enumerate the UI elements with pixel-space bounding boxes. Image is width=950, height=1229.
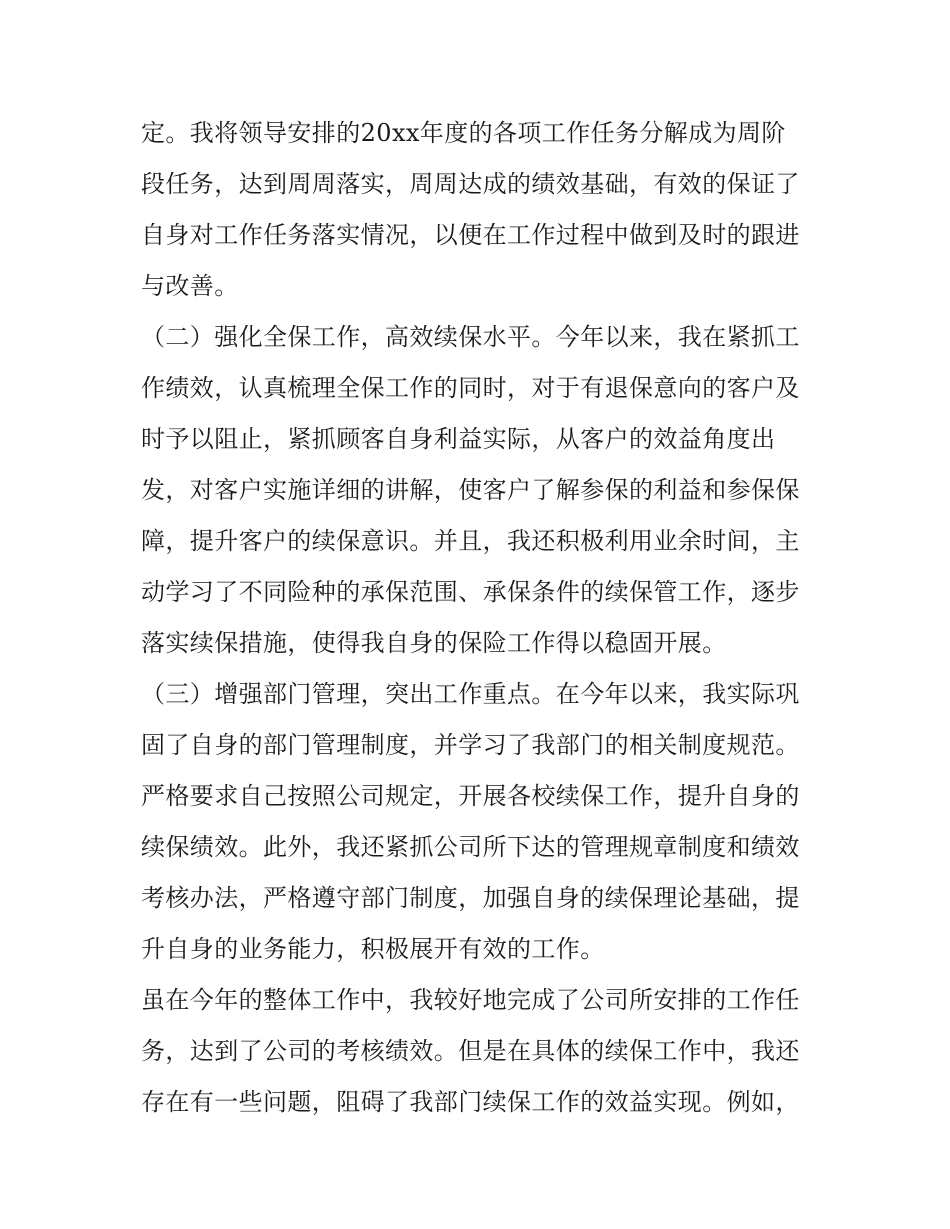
text-line: 考核办法，严格遵守部门制度，加强自身的续保理论基础，提 [141,884,800,912]
text-line: 严格要求自己按照公司规定，开展各校续保工作，提升自身的 [141,782,800,810]
text-line: 障，提升客户的续保意识。并且，我还积极利用业余时间，主 [141,527,800,555]
text-line: 续保绩效。此外，我还紧抓公司所下达的管理规章制度和绩效 [141,833,800,861]
text-line: 作绩效，认真梳理全保工作的同时，对于有退保意向的客户及 [141,374,800,402]
text-line: （二）强化全保工作，高效续保水平。今年以来，我在紧抓工 [141,323,800,351]
text-line: 务，达到了公司的考核绩效。但是在具体的续保工作中，我还 [141,1037,800,1065]
text-line: 升自身的业务能力，积极展开有效的工作。 [141,935,605,963]
body-text [141,108,821,1128]
text-line: 自身对工作任务落实情况，以便在工作过程中做到及时的跟进 [141,221,800,249]
text-line: 落实续保措施，使得我自身的保险工作得以稳固开展。 [141,629,727,657]
text-line: 与改善。 [141,272,239,300]
text-line: （三）增强部门管理，突出工作重点。在今年以来，我实际巩 [141,680,800,708]
text-line: 时予以阻止，紧抓顾客自身利益实际，从客户的效益角度出 [141,425,776,453]
text-line: 动学习了不同险种的承保范围、承保条件的续保管工作，逐步 [141,578,800,606]
text-line: 发，对客户实施详细的讲解，使客户了解参保的利益和参保保 [141,476,800,504]
text-line: 固了自身的部门管理制度，并学习了我部门的相关制度规范。 [141,731,800,759]
text-line: 虽在今年的整体工作中，我较好地完成了公司所安排的工作任 [141,986,800,1014]
text-line: 存在有一些问题，阻碍了我部门续保工作的效益实现。例如， [141,1088,800,1116]
text-line: 段任务，达到周周落实，周周达成的绩效基础，有效的保证了 [141,170,800,198]
text-line: 定。我将领导安排的20xx年度的各项工作任务分解成为周阶 [141,119,786,147]
